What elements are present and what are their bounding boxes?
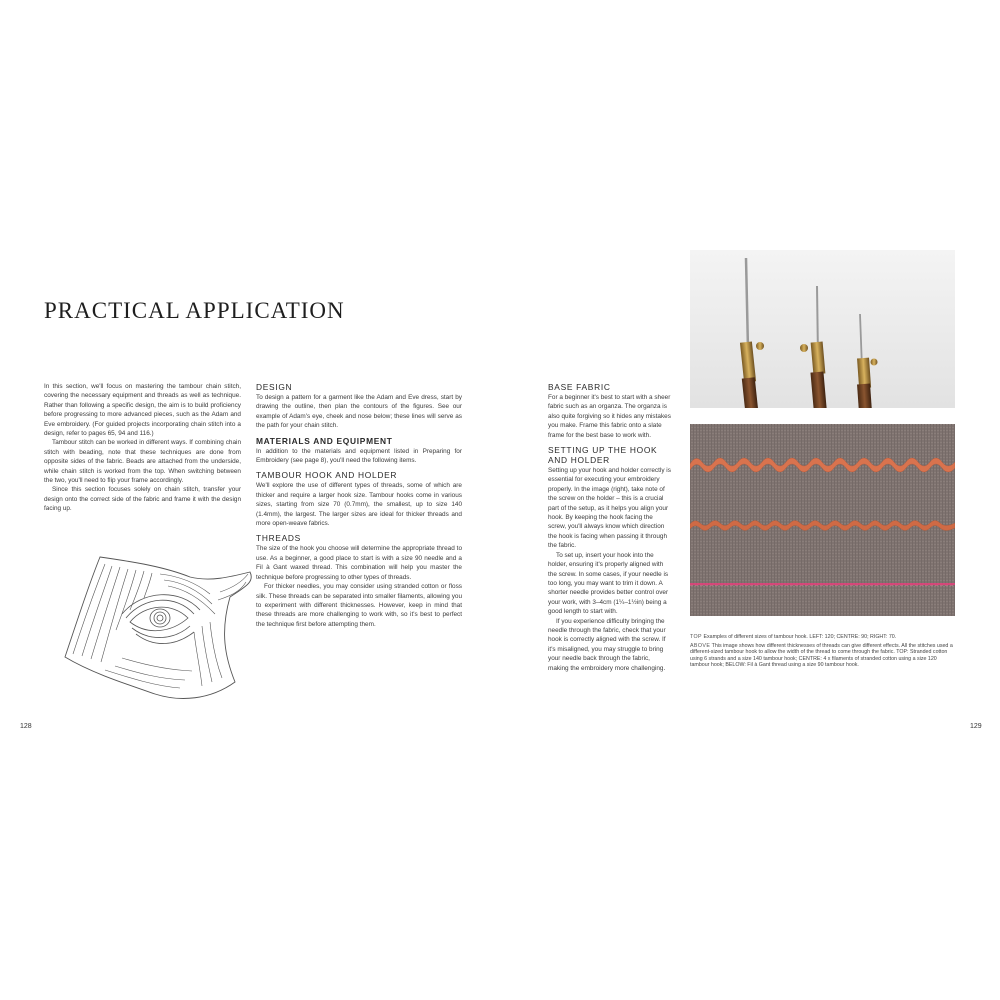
photo-caption (690, 634, 955, 671)
setup-column (548, 382, 672, 673)
caption-above-label: ABOVE (690, 642, 711, 649)
setting-up-paragraph-2: To set up, insert your hook into the holder, ensuring it's properly aligned with the screw. In some cases, if your needle is too long, you may want to trim it down. A shorter needle provides better control over your work, with 3–4cm (1¼–1½in) being a good length to start with. (548, 551, 669, 616)
intro-paragraph-3: Since this section focuses solely on chain stitch, transfer your design onto the correct side of the fabric and frame it with the design facing up. (44, 486, 241, 513)
equipment-column (256, 382, 462, 629)
threads-heading: THREADS (256, 533, 301, 544)
intro-paragraph-1: In this section, we'll focus on mastering the tambour chain stitch, covering the necessary equipment and threads as well as technique. Rather than following a specific design, the aim is to build proficiency before progressing to more advanced pieces, such as the Adam and Eve embroidery. (For guided projects incorporating chain stitch into a design, refer to pages 65, 94 and 116.) (44, 383, 241, 438)
caption-top-label: TOP (690, 634, 702, 640)
eye-shape (122, 595, 200, 644)
stitch-samples-photo (690, 424, 955, 616)
design-heading: DESIGN (256, 382, 293, 392)
caption-top-text: Examples of different sizes of tambour hook. LEFT: 120; CENTRE: 90; RIGHT: 70. (703, 634, 897, 640)
contour-lines (65, 557, 251, 698)
page-number-right: 129 (970, 723, 982, 730)
tambour-hooks-photo (690, 250, 955, 408)
intro-paragraph-2: Tambour stitch can be worked in different ways. If combining chain stitch with beading, note that these techniques are done from opposite sides of the fabric. Beads are attached from the underside, while chain stitch is worked from the top. When switching between the two, you'll need to flip your frame accordingly. (44, 439, 241, 485)
setting-up-paragraph-3: If you experience difficulty bringing the needle through the fabric, check that your hook is correctly aligned with the screw. If it's misaligned, you may struggle to bring your needle back through the fabric, making the embroidery more challenging. (548, 617, 666, 672)
design-text: To design a pattern for a garment like the Adam and Eve dress, start by drawing the outline, then plan the contours of the figures. See our example of Adam's eye, cheek and nose below; these lines will serve as the path for your chain stitch. (256, 394, 462, 430)
setting-up-paragraph-1: Setting up your hook and holder correctly is essential for executing your embroidery properly. In the image (right), take note of the screw on the holder – this is a crucial part of the setup, as it helps you align your hook. By keeping the hook facing the screw, you'll always know which direction the hook is facing when passing it through the fabric. (548, 467, 671, 550)
caption-above-text: This image shows how different thicknesses of threads can give different effects. All the stitches used a different-sized tambour hook to allow the width of the thread to come through the fabric. TOP: Stranded cotton using 6 strands and a size 140 tambour hook; CENTRE: 4 x filaments of stranded cotton using a size 120 tambour hook; BELOW: Fil à Gant thread using a size 90 tambour hook. (690, 642, 953, 669)
threads-paragraph-2: For thicker needles, you may consider using stranded cotton or floss silk. These threads can be separated into smaller filaments, allowing you to experiment with different thicknesses. However, keep in mind that these threads are more challenging to work with, so it's best to perfect the technique first before attempting them. (256, 583, 462, 628)
page-number-left: 128 (20, 723, 32, 730)
hook-holder-heading: TAMBOUR HOOK AND HOLDER (256, 470, 398, 481)
materials-heading: MATERIALS AND EQUIPMENT (256, 435, 393, 446)
hook-holder-text: We'll explore the use of different types of threads, some of which are thicker and require a larger hook size. Tambour hooks come in various sizes, starting from size 70 (0.7mm), the smallest, up to size 140 (1.4mm), the largest. The larger sizes are ideal for thicker threads and more open-weave fabrics. (256, 482, 462, 528)
base-fabric-text: For a beginner it's best to start with a sheer fabric such as an organza. The organza is also quite forgiving so it hides any mistakes you make. Frame this fabric onto a slate frame for the best base to work with. (548, 394, 671, 439)
caption-above (690, 643, 955, 669)
eye-contour-illustration (60, 552, 255, 702)
threads-paragraph-1: The size of the hook you choose will determine the appropriate thread to use. As a beginner, a good place to start is with a size 90 needle and a Fil à Gant waxed thread. This combination will help you master the technique before progressing to other types of threads. (256, 545, 462, 581)
stitch-drawing (690, 424, 955, 616)
caption-top (690, 634, 955, 641)
materials-text: In addition to the materials and equipment listed in Preparing for Embroidery (see page 8), you'll need the following items. (256, 447, 462, 465)
hooks-drawing (690, 250, 955, 408)
base-fabric-heading: BASE FABRIC (548, 382, 611, 392)
page-title: PRACTICAL APPLICATION (44, 298, 345, 323)
setting-up-heading: SETTING UP THE HOOK AND HOLDER (548, 445, 658, 466)
intro-column (44, 382, 241, 514)
